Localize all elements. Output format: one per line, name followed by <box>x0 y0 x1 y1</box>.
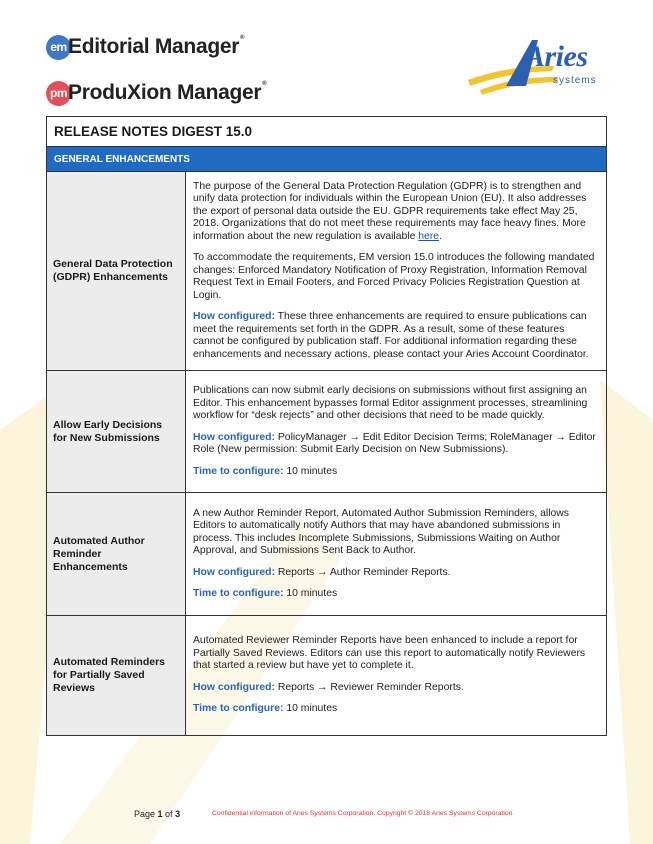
confidential-notice: Confidential information of Aries Systems Corporation. Copyright © 2018 Aries Systems Corporation. <box>212 810 515 817</box>
pm-badge-icon: pm <box>46 81 71 106</box>
produxion-manager-name: ProduXion Manager <box>68 81 262 104</box>
em-badge-icon: em <box>46 35 71 60</box>
section-header: GENERAL ENHANCEMENTS <box>47 147 607 172</box>
how-configured-label: How configured: <box>193 311 275 323</box>
feature-description: The purpose of the General Data Protection Regulation (GDPR) is to strengthen and unify data protection for individuals within the European Union (EU). It also addresses the export of personal data outside the EU. GDPR requirements take effect May 25, 2018. Organizations that do not meet these requirements may face heavy fines. More information about the new regulation is available here. To accommodate the requirements, EM version 15.0 introduces the following mandated changes: Enforced Mandatory Notification of Proxy Registration, Information Removal Request Text in Email Footers, and Forced Privacy Policies Registration Question at Login. How configured: These three enhancements are required to ensure publications can meet the requirements set forth in the GDPR. As a result, some of these features cannot be configured by publication staff. For additional information regarding these enhancements and necessary actions, please contact your Aries Account Coordinator. <box>186 172 607 371</box>
feature-description: Automated Reviewer Reminder Reports have been enhanced to include a report for Partially Saved Reviews. Editors can use this report to automatically notify Reviewers that started a review but have yet to complete it. How configured: Reports → Reviewer Reminder Reports. Time to configure: 10 minutes <box>186 616 607 736</box>
release-notes-table <box>46 116 607 736</box>
time-to-configure-label: Time to configure: <box>193 703 284 715</box>
feature-label: Automated Reminders for Partially Saved Reviews <box>47 616 186 736</box>
document-title: RELEASE NOTES DIGEST 15.0 <box>47 117 607 147</box>
editorial-manager-name: Editorial Manager <box>68 35 240 58</box>
here-link[interactable]: here <box>418 230 440 242</box>
aries-wordmark: Aries <box>525 40 588 73</box>
aries-systems-logo <box>466 36 616 98</box>
feature-label: Automated Author Reminder Enhancements <box>47 493 186 616</box>
aries-systems-text: systems <box>553 75 597 86</box>
table-row <box>47 616 607 736</box>
how-configured-label: How configured: <box>193 431 275 443</box>
table-row <box>47 493 607 616</box>
feature-label: Allow Early Decisions for New Submissions <box>47 371 186 493</box>
table-row <box>47 371 607 493</box>
time-to-configure-label: Time to configure: <box>193 465 284 477</box>
feature-label: General Data Protection (GDPR) Enhancements <box>47 172 186 371</box>
produxion-manager-logo: pm ProduXion Manager® <box>46 78 266 108</box>
feature-description: Publications can now submit early decisions on submissions without first assigning an Editor. This enhancement bypasses formal Editor assignment processes, streamlining workflow for “desk rejects” and other decisions that need to be made quickly. How configured: PolicyManager → Edit Editor Decision Terms; RoleManager → Editor Role (New permission: Submit Early Decision on New Submissions). Time to configure: 10 minutes <box>186 371 607 493</box>
table-row <box>47 172 607 371</box>
how-configured-label: How configured: <box>193 681 275 693</box>
feature-description: A new Author Reminder Report, Automated Author Submission Reminders, allows Editors to automatically notify Authors that may have abandoned submissions in process. This includes Incomplete Submissions, Submissions Waiting on Author Approval, and Submissions Sent Back to Author. How configured: Reports → Author Reminder Reports. Time to configure: 10 minutes <box>186 493 607 616</box>
editorial-manager-logo: em Editorial Manager® <box>46 32 244 62</box>
time-to-configure-label: Time to configure: <box>193 588 284 599</box>
page-number: Page 1 of 3 <box>134 809 181 819</box>
how-configured-label: How configured: <box>193 566 275 578</box>
